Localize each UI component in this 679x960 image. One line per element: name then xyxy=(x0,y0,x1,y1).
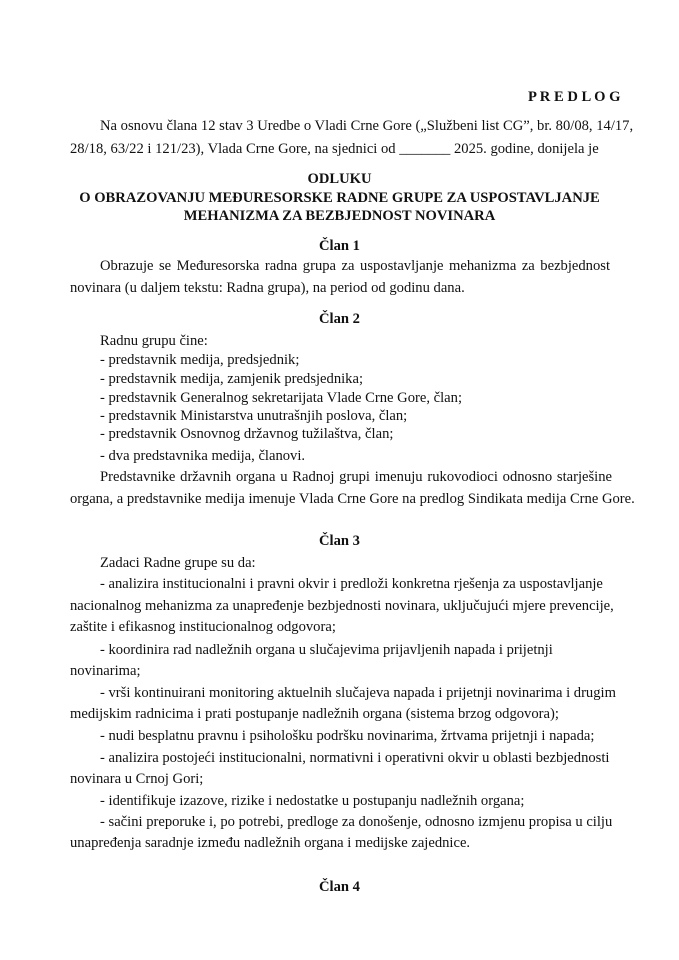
task-line: medijskim radnicima i prati postupanje nadležnih organa (sistema brzog odgovora); xyxy=(70,706,559,722)
task-line: - koordinira rad nadležnih organa u slučajevima prijavljenih napada i prijetnji xyxy=(100,642,553,658)
member-item: - dva predstavnika medija, članovi. xyxy=(100,448,306,464)
member-item: - predstavnik Generalnog sekretarijata Vlade Crne Gore, član; xyxy=(100,390,462,406)
document-subtitle: O OBRAZOVANJU MEĐURESORSKE RADNE GRUPE ZA USPOSTAVLJANJE xyxy=(79,190,600,206)
member-item: - predstavnik medija, zamjenik predsjednika; xyxy=(100,371,364,387)
article-3-intro: Zadaci Radne grupe su da: xyxy=(100,555,256,571)
article-2-line: Predstavnike državnih organa u Radnoj grupi imenuju rukovodioci odnosno starješine xyxy=(100,469,612,485)
document-title: ODLUKU xyxy=(307,171,372,187)
task-line: zaštite i efikasnog institucionalnog odgovora; xyxy=(70,619,336,635)
task-line: - vrši kontinuirani monitoring aktuelnih slučajeva napada i prijetnji novinarima i drugim xyxy=(100,685,616,701)
task-line: nacionalnog mehanizma za unapređenje bezbjednosti novinara, uključujući mjere prevencije, xyxy=(70,598,614,614)
task-line: unapređenja saradnje između nadležnih organa i medijske zajednice. xyxy=(70,835,471,851)
member-item: - predstavnik medija, predsjednik; xyxy=(100,352,300,368)
article-2-heading: Član 2 xyxy=(319,311,360,327)
article-1-heading: Član 1 xyxy=(319,238,360,254)
task-line: - analizira postojeći institucionalni, normativni i operativni okvir u oblasti bezbjednosti xyxy=(100,750,610,766)
member-item: - predstavnik Ministarstva unutrašnjih poslova, član; xyxy=(100,408,408,424)
task-line: novinarima; xyxy=(70,663,141,679)
task-line: - analizira institucionalni i pravni okvir i predloži konkretna rješenja za uspostavljanje xyxy=(100,576,603,592)
preamble-line: 28/18, 63/22 i 121/23), Vlada Crne Gore, na sjednici od _______ 2025. godine, donijela je xyxy=(70,141,599,157)
document-subtitle: MEHANIZMA ZA BEZBJEDNOST NOVINARA xyxy=(183,208,496,224)
task-line: - sačini preporuke i, po potrebi, predloge za donošenje, odnosno izmjenu propisa u cilju xyxy=(100,814,613,830)
article-1-line: Obrazuje se Međuresorska radna grupa za uspostavljanje mehanizma za bezbjednost xyxy=(100,258,610,274)
article-4-heading: Član 4 xyxy=(319,879,360,895)
article-2-line: organa, a predstavnike medija imenuje Vlada Crne Gore na predlog Sindikata medija Crne Gore. xyxy=(70,491,635,507)
task-line: novinara u Crnoj Gori; xyxy=(70,771,204,787)
preamble-line: Na osnovu člana 12 stav 3 Uredbe o Vladi Crne Gore („Službeni list CG”, br. 80/08, 14/17, xyxy=(100,118,634,134)
member-item: - predstavnik Osnovnog državnog tužilaštva, član; xyxy=(100,426,394,442)
article-3-heading: Član 3 xyxy=(319,533,360,549)
task-line: - identifikuje izazove, rizike i nedostatke u postupanju nadležnih organa; xyxy=(100,793,525,809)
article-2-intro: Radnu grupu čine: xyxy=(100,333,208,349)
task-line: - nudi besplatnu pravnu i psihološku podršku novinarima, žrtvama prijetnji i napada; xyxy=(100,728,595,744)
draft-label: P R E D L O G xyxy=(528,89,621,105)
article-1-line: novinara (u daljem tekstu: Radna grupa), na period od godinu dana. xyxy=(70,280,465,296)
